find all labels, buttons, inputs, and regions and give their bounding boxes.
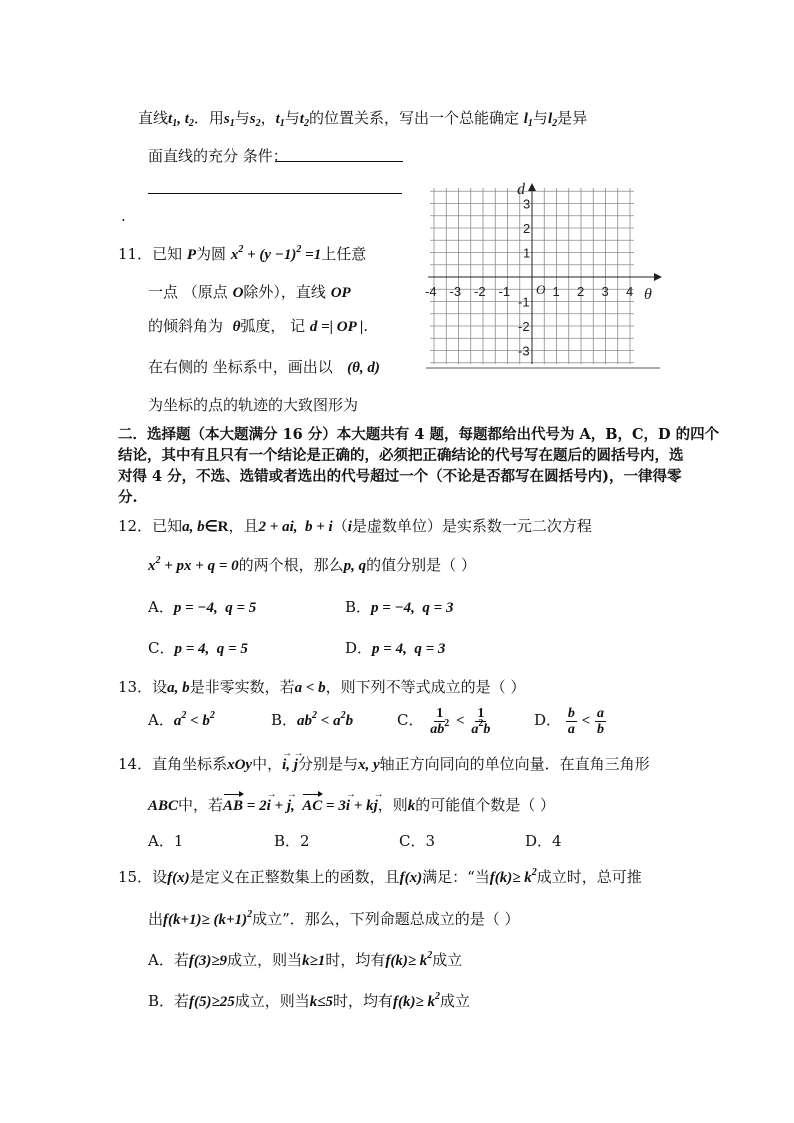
- math: $s_2$: [249, 111, 261, 129]
- math: p = −4, q = 3: [371, 600, 454, 616]
- text: 的可能值个数是（ ）: [415, 796, 556, 814]
- text: 满足：“当: [422, 868, 490, 886]
- math: $f(k)\ge k^2$: [385, 950, 433, 969]
- text: 的倾斜角为: [148, 317, 224, 335]
- y-tick-label: 2: [523, 221, 531, 236]
- text: D．: [345, 639, 373, 657]
- text: 中，若: [178, 796, 224, 814]
- text: 结论，其中有且只有一个结论是正确的，必须把正确结论的代号写在题后的圆括号内，选: [118, 447, 684, 464]
- x-axis-arrow: [654, 273, 662, 281]
- math: p, q: [343, 558, 367, 574]
- math: $x^2 + (y -1)^2 =1$: [230, 244, 322, 263]
- text: A．: [148, 598, 174, 616]
- q11-line-4: [148, 357, 380, 378]
- math: a, b: [167, 680, 190, 696]
- math: <: [581, 713, 591, 729]
- text: A．1: [148, 832, 184, 850]
- q12-option-c[interactable]: [148, 638, 248, 659]
- text: 的两个根，那么: [238, 556, 344, 574]
- origin-label: O: [536, 282, 546, 297]
- fraction: $\frac{a}{b}$: [596, 705, 604, 737]
- math: <: [456, 713, 465, 729]
- text: 成立: [439, 992, 470, 1010]
- text: B．若: [148, 992, 190, 1010]
- math: f(5)≥25: [189, 994, 235, 1010]
- q11-line-3: 的倾斜角为 θ弧度， 记 d =| OP |.: [148, 317, 369, 335]
- q11-line-1: [118, 244, 366, 265]
- section-2-line-1: [118, 424, 719, 445]
- math: AB = 2→ i + → j, AC = 3→ i + k→ j: [223, 798, 378, 814]
- text: B．2: [274, 832, 310, 850]
- q13-option-d[interactable]: [534, 704, 606, 737]
- text: 与: [234, 109, 250, 127]
- text: 面直线的充分 条件：: [148, 147, 288, 165]
- section-2-line-4: [118, 487, 138, 508]
- answer-blank-2[interactable]: [148, 193, 402, 194]
- intro-line-1: [138, 108, 587, 129]
- q15-option-a[interactable]: [148, 950, 462, 971]
- math: $f(k)\ge k^2$: [489, 867, 537, 886]
- text: 中，: [252, 755, 283, 773]
- q11-line-5: [148, 395, 358, 415]
- math: xOy: [227, 757, 253, 773]
- x-tick-label: 2: [577, 284, 585, 299]
- math: → i, → j: [282, 757, 298, 773]
- fraction: $\frac{1}{a^2b}$: [471, 705, 491, 737]
- text: D．4: [525, 832, 562, 850]
- x-tick-label: -3: [449, 284, 462, 299]
- text: D．: [534, 711, 562, 729]
- fraction: $\frac{1}{ab^2}$: [430, 705, 450, 737]
- math: $l_1$: [523, 111, 533, 129]
- text: 为圆: [196, 245, 227, 263]
- y-tick-label: 1: [523, 245, 531, 261]
- text: 是非零实数，若: [189, 678, 295, 696]
- text: 出: [148, 910, 164, 928]
- math: $x^2$ + px + q = 0: [148, 555, 239, 574]
- text: B．: [345, 598, 372, 616]
- section-2-line-2: [118, 445, 684, 466]
- q15-line-2: [148, 909, 520, 930]
- text: 与: [532, 109, 548, 127]
- q15-line-1: [118, 867, 642, 888]
- math: O: [232, 285, 244, 301]
- math: p = −4, q = 5: [173, 600, 257, 616]
- coordinate-grid: [424, 178, 664, 374]
- section-2-line-3: [118, 466, 682, 487]
- y-tick-label: -1: [518, 294, 530, 310]
- q12-line-2: [148, 555, 476, 576]
- text: C．: [148, 639, 175, 657]
- text: 成立: [432, 951, 463, 969]
- q15-option-b[interactable]: [148, 991, 470, 1012]
- q14-option-a[interactable]: [148, 831, 183, 851]
- math: ∈R: [204, 519, 229, 535]
- math: i: [347, 519, 352, 535]
- math: d =| OP |: [309, 319, 364, 335]
- q13-line-1: [118, 677, 525, 698]
- text: ，则下列不等式成立的是（ ）: [325, 678, 526, 696]
- text: 成立时，总可推: [536, 868, 642, 886]
- text: .: [121, 207, 126, 225]
- text: 直线: [138, 109, 169, 127]
- text: 除外），直线: [243, 283, 326, 301]
- x-tick-label: -4: [425, 284, 437, 299]
- text: 是异: [557, 109, 588, 127]
- text: ，则: [377, 796, 408, 814]
- q14-option-b[interactable]: [274, 831, 310, 851]
- math: OP: [330, 285, 351, 301]
- text: 15．设: [118, 868, 168, 886]
- q12-option-b[interactable]: [345, 597, 453, 618]
- text: 对得 4 分，不选、选错或者选出的代号超过一个（不论是否都写在圆括号内)，一律得零: [118, 468, 682, 485]
- text: 成立”．那么，下列命题总成立的是（ ）: [252, 910, 520, 928]
- q13-option-b[interactable]: [271, 710, 353, 731]
- math: k≥1: [302, 953, 326, 969]
- math: $f(k+1)\ge (k+1)^2$: [163, 909, 253, 928]
- x-tick-label: -1: [498, 284, 511, 299]
- intro-dot: [121, 206, 126, 226]
- text: 时，均有: [333, 992, 394, 1010]
- text: 弧度， 记: [240, 317, 306, 335]
- x-tick-label: 1: [552, 284, 560, 299]
- text: A．: [148, 711, 174, 729]
- q14-line-1: [118, 754, 650, 775]
- answer-blank-1[interactable]: [275, 161, 403, 162]
- math: $a^2 < b^2$: [173, 710, 215, 729]
- text: 的位置关系，写出一个总能确定: [308, 109, 519, 127]
- math: a, b: [182, 519, 205, 535]
- text: 轴正方向同向的单位向量．在直角三角形: [379, 755, 650, 773]
- math: $l_2$: [547, 111, 558, 129]
- math: $t_2$: [299, 111, 309, 129]
- text: ，且: [228, 517, 259, 535]
- y-axis-label: d: [517, 181, 525, 198]
- math: p = 4, q = 3: [372, 641, 446, 657]
- text: 13．设: [118, 678, 168, 696]
- math: P: [186, 247, 197, 263]
- text: 为坐标的点的轨迹的大致图形为: [148, 396, 359, 414]
- q14-option-d[interactable]: [525, 831, 562, 851]
- q12-option-d[interactable]: [345, 638, 445, 659]
- text: 与: [284, 109, 300, 127]
- q13-option-c[interactable]: [397, 704, 492, 737]
- math: $ab^2 < a^2b$: [297, 710, 354, 729]
- math: (θ, d): [347, 360, 380, 376]
- x-tick-label: 4: [626, 284, 634, 299]
- q14-line-2: [148, 795, 555, 816]
- y-tick-label: -2: [518, 319, 530, 334]
- q14-option-c[interactable]: [399, 831, 435, 851]
- text: 是定义在正整数集上的函数，且: [189, 868, 400, 886]
- text: C．: [397, 711, 424, 729]
- text: 时，均有: [325, 951, 386, 969]
- math: f(x): [167, 870, 190, 886]
- text: C．3: [399, 832, 436, 850]
- text: 11．已知: [118, 245, 183, 263]
- fraction: $\frac{b}{a}$: [567, 705, 575, 737]
- x-axis-label: θ: [644, 286, 652, 303]
- math: $t_1$, $t_2$: [168, 111, 194, 129]
- q12-line-1: [118, 516, 592, 537]
- text: 在右侧的 坐标系中，画出以: [148, 358, 333, 376]
- text: ．用: [193, 109, 224, 127]
- text: 的值分别是（ ）: [366, 556, 476, 574]
- math: p = 4, q = 5: [174, 641, 248, 657]
- text: 二．选择题（本大题满分 16 分）本大题共有 4 题，每题都给出代号为 A，B，C，D 的四个: [118, 426, 720, 443]
- text: A．若: [148, 951, 189, 969]
- x-tick-label: -2: [474, 284, 486, 299]
- math: k: [407, 798, 416, 814]
- text: 14．直角坐标系: [118, 755, 228, 773]
- y-axis-arrow: [528, 183, 536, 191]
- q12-option-a[interactable]: [148, 597, 256, 618]
- text: ，: [260, 109, 276, 127]
- text: 一点 （原点: [148, 283, 228, 301]
- x-tick-label: 3: [601, 284, 609, 299]
- text: 分.: [118, 489, 138, 506]
- text: 是虚数单位）是实系数一元二次方程: [351, 517, 592, 535]
- y-tick-label: 3: [523, 196, 531, 212]
- math: 2 + ai, b + i: [258, 519, 333, 535]
- intro-line-2: [148, 146, 288, 166]
- text: 分别是与: [297, 755, 358, 773]
- text: 成立，则当: [234, 992, 310, 1010]
- math: k≤5: [309, 994, 333, 1010]
- y-tick-label: -3: [518, 343, 530, 359]
- text: B．: [271, 711, 298, 729]
- text: （: [332, 517, 348, 535]
- math: $f(k)\ge k^2$: [393, 991, 440, 1010]
- text: 上任意: [321, 245, 367, 263]
- q11-line-2: [148, 282, 351, 303]
- text: 12．已知: [118, 517, 183, 535]
- math: a < b: [294, 680, 326, 696]
- math: f(3)≥9: [188, 953, 228, 969]
- q13-option-a[interactable]: [148, 710, 215, 731]
- math: $s_1$: [223, 111, 235, 129]
- text: 成立，则当: [227, 951, 303, 969]
- math: θ: [232, 319, 241, 335]
- math: ABC: [148, 798, 179, 814]
- math: f(x): [399, 870, 423, 886]
- math: $t_1$: [275, 111, 285, 129]
- math: x, y: [357, 757, 380, 773]
